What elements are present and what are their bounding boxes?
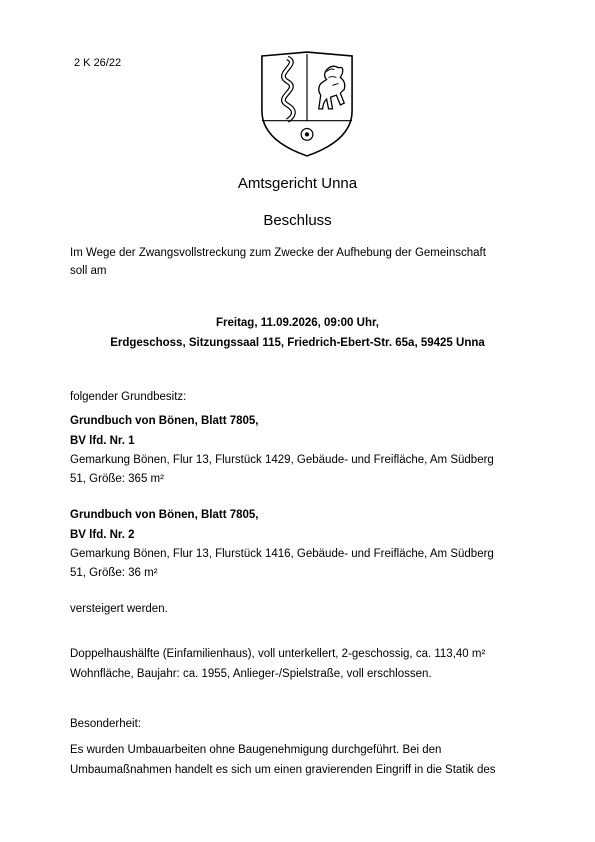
parcel-2-heading-1: Grundbuch von Bönen, Blatt 7805, — [70, 509, 259, 521]
special-line-1: Es wurden Umbauarbeiten ohne Baugenehmigung durchgeführt. Bei den — [70, 744, 442, 756]
auction-statement: versteigert werden. — [70, 603, 168, 615]
parcel-2-desc-1: Gemarkung Bönen, Flur 13, Flurstück 1416, Gebäude- und Freifläche, Am Südberg — [70, 548, 494, 560]
case-reference: 2 K 26/22 — [74, 57, 122, 69]
special-label: Besonderheit: — [70, 718, 141, 730]
parcel-2-desc-2: 51, Größe: 36 m² — [70, 567, 158, 579]
parcel-1-heading-1: Grundbuch von Bönen, Blatt 7805, — [70, 415, 259, 427]
parcel-1-heading-2: BV lfd. Nr. 1 — [70, 435, 135, 447]
auction-location: Erdgeschoss, Sitzungssaal 115, Friedrich-Ebert-Str. 65a, 59425 Unna — [110, 337, 485, 349]
parcel-1-desc-2: 51, Größe: 365 m² — [70, 473, 164, 485]
auction-date: Freitag, 11.09.2026, 09:00 Uhr, — [215, 317, 380, 329]
property-description-1: Doppelhaushälfte (Einfamilienhaus), voll unterkellert, 2-geschossig, ca. 113,40 m² — [70, 648, 486, 660]
document-title: Beschluss — [263, 212, 332, 229]
property-label: folgender Grundbesitz: — [70, 391, 187, 403]
property-description-2: Wohnfläche, Baujahr: ca. 1955, Anlieger-/Spielstraße, voll erschlossen. — [70, 668, 432, 680]
parcel-1-desc-1: Gemarkung Bönen, Flur 13, Flurstück 1429, Gebäude- und Freifläche, Am Südberg — [70, 454, 494, 466]
intro-line-2: soll am — [70, 265, 107, 277]
court-name: Amtsgericht Unna — [237, 175, 358, 192]
parcel-2-heading-2: BV lfd. Nr. 2 — [70, 529, 135, 541]
nrw-coat-of-arms-icon — [258, 49, 356, 159]
intro-line-1: Im Wege der Zwangsvollstreckung zum Zwecke der Aufhebung der Gemeinschaft — [70, 247, 486, 259]
special-line-2: Umbaumaßnahmen handelt es sich um einen gravierenden Eingriff in die Statik des — [70, 764, 496, 776]
